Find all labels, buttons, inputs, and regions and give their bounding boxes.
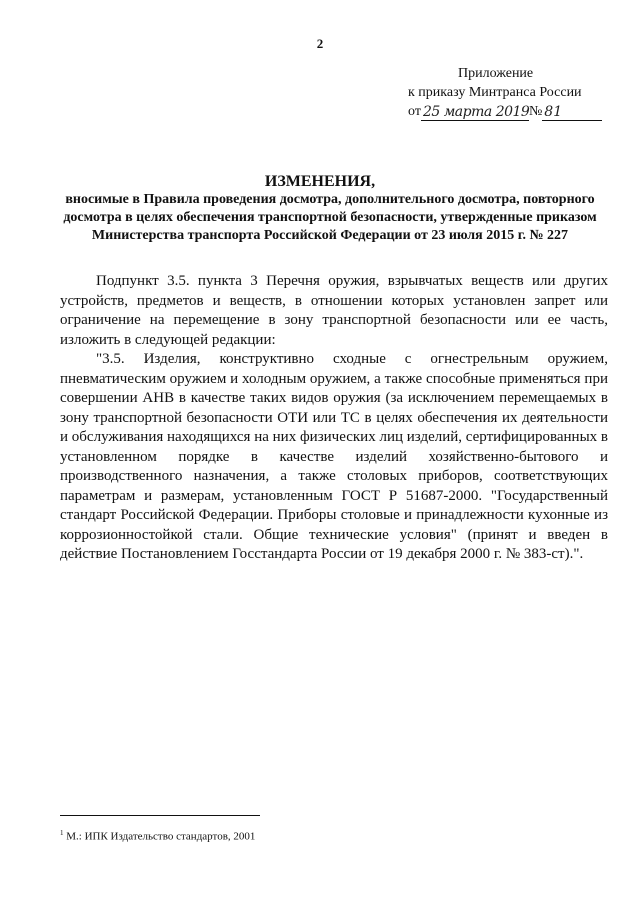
footnote-text: М.: ИПК Издательство стандартов, 2001 bbox=[66, 830, 256, 843]
appendix-order-ref: к приказу Минтранса России bbox=[408, 85, 582, 100]
document-title: ИЗМЕНЕНИЯ, bbox=[264, 173, 376, 190]
footnote bbox=[60, 826, 460, 844]
page-number: 2 bbox=[316, 36, 324, 51]
document-body bbox=[60, 272, 608, 565]
footnote-divider bbox=[60, 815, 260, 816]
appendix-date-line bbox=[408, 102, 618, 121]
appendix-block bbox=[408, 64, 618, 121]
handwritten-number: 81 bbox=[542, 105, 602, 121]
body-paragraph-2: "3.5. Изделия, конструктивно сходные с огнестрельным оружием, пневматическим оружием и холодным оружием, а также способные применяться при совершении АНВ в качестве таких видов оружия (за исключением перемещаемых в зону транспортной безопасности ОТИ или ТС в целях обеспечения их деятельности и обслуживания находящихся на них физических лиц изделий, сертифицированных в установленном порядке в качестве изделий хозяйственно-бытового и производственного назначения, а также столовых приборов, соответствующих параметрам и размерам, установленным ГОСТ Р 51687-2000. "Государственный стандарт Российской Федерации. Приборы столовые и принадлежности кухонные из коррозионностойкой стали. Общие технические условия" (принят и введен в действие Постановлением Госстандарта России от 19 декабря 2000 г. № 383-ст).". bbox=[60, 351, 608, 562]
document-subtitle: вносимые в Правила проведения досмотра, дополнительного досмотра, повторного досмотра в целях обеспечения транспортной безопасности, утвержденные приказом Министерства транспорта Российской Федерации от 23 июля 2015 г. № 227 bbox=[63, 192, 597, 243]
footnote-marker: 1 bbox=[60, 829, 64, 837]
appendix-label: Приложение bbox=[458, 66, 534, 81]
handwritten-date: 25 марта 2019 bbox=[422, 104, 530, 120]
date-prefix: от bbox=[408, 104, 421, 119]
body-paragraph-1: Подпункт 3.5. пункта 3 Перечня оружия, взрывчатых веществ или других устройств, предметов и веществ, в отношении которых установлен запрет или ограничение на перемещение в зону транспортной безопасности или ее часть, изложить в следующей редакции: bbox=[60, 273, 608, 348]
number-label: № bbox=[528, 104, 543, 119]
